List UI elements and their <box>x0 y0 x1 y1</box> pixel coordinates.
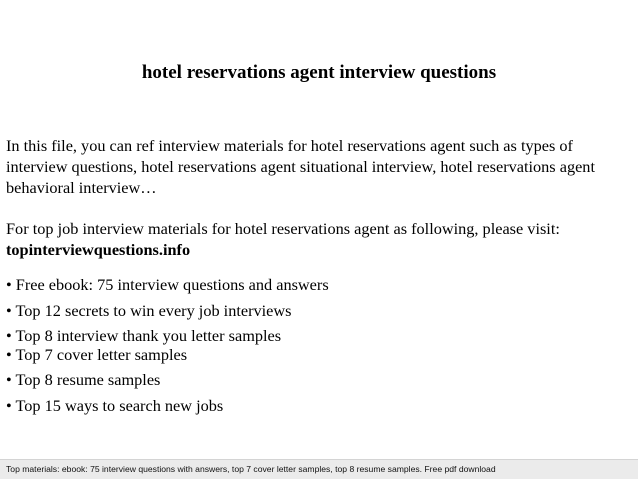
list-item[interactable]: • Top 15 ways to search new jobs <box>6 395 224 415</box>
resource-list <box>6 274 632 416</box>
cta-paragraph <box>6 218 632 260</box>
list-item[interactable]: • Top 7 cover letter samples <box>6 344 188 364</box>
page-title: hotel reservations agent interview questions <box>141 62 497 83</box>
cta-text: For top job interview materials for hotel reservations agent as following, please visit: <box>6 219 560 238</box>
footer-bar: Top materials: ebook: 75 interview questions with answers, top 7 cover letter samples, top 8 resume samples. Free pdf download <box>0 459 638 479</box>
list-item[interactable]: • Top 8 resume samples <box>6 370 161 389</box>
list-item[interactable]: • Top 12 secrets to win every job interviews <box>6 300 292 320</box>
list-item[interactable]: • Free ebook: 75 interview questions and answers <box>6 275 329 294</box>
intro-paragraph: In this file, you can ref interview materials for hotel reservations agent such as types of interview questions, hotel reservations agent situational interview, hotel reservations agent behavioral interview… <box>6 136 595 197</box>
list-item[interactable]: • Top 8 interview thank you letter samples <box>6 326 282 345</box>
site-link[interactable]: topinterviewquestions.info <box>6 240 191 259</box>
